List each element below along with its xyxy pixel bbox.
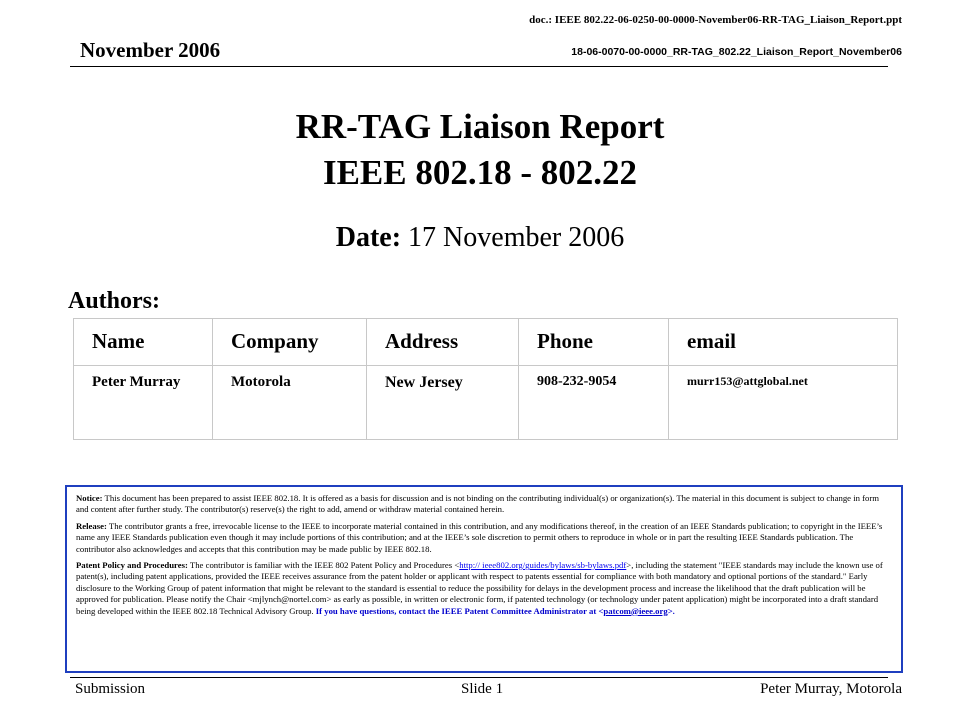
header-date: November 2006: [80, 38, 221, 62]
footer-author: Peter Murray, Motorola: [760, 681, 902, 697]
doc-reference-secondary: 18-06-0070-00-0000_RR-TAG_802.22_Liaison_Report_November06: [571, 46, 902, 58]
column-header-email: email: [669, 319, 898, 366]
cell-name: Peter Murray: [74, 366, 213, 440]
date-value: 17 November 2006: [408, 222, 625, 253]
column-header-name: Name: [74, 319, 213, 366]
doc-reference: doc.: IEEE 802.22-06-0250-00-0000-November06-RR-TAG_Liaison_Report.ppt: [529, 14, 902, 26]
patent-paragraph: [76, 560, 892, 617]
patent-email-open: <: [598, 605, 604, 616]
footer-slide-number: Slide 1: [461, 681, 504, 697]
notice-paragraph: [76, 493, 892, 516]
cell-email: murr153@attglobal.net: [669, 366, 898, 440]
notice-box: [65, 485, 903, 673]
authors-label: Authors:: [68, 288, 161, 314]
column-header-address: Address: [367, 319, 519, 366]
column-header-phone: Phone: [519, 319, 669, 366]
title-line-1: RR-TAG Liaison Report: [295, 107, 665, 146]
patent-email-close: >.: [667, 605, 675, 616]
table-header-row: [74, 319, 898, 366]
release-paragraph: [76, 521, 892, 555]
column-header-company: Company: [213, 319, 367, 366]
footer-divider: [70, 677, 888, 678]
cell-company: Motorola: [213, 366, 367, 440]
release-text: The contributor grants a free, irrevocable license to the IEEE to incorporate material contained in this contribution, and any modifications thereof, in the creation of an IEEE Standards publication; to copyright in the IEEE’s name any IEEE Standards publication even though it may include portions of this contribution; and at the IEEE’s sole discretion to permit others to reproduce in whole or in part the resulting IEEE Standards publication. The contributor also acknowledges and accepts that this contribution may be made public by IEEE 802.18.: [76, 520, 883, 554]
release-label: Release:: [76, 520, 107, 531]
date-label: Date:: [335, 222, 402, 253]
header-divider: [70, 66, 888, 67]
footer-submission: Submission: [75, 681, 146, 697]
notice-label: Notice:: [76, 493, 103, 503]
patent-policy-link[interactable]: http:// ieee802.org/guides/bylaws/sb-bylaws.pdf: [459, 560, 627, 571]
notice-text: This document has been prepared to assist IEEE 802.18. It is offered as a basis for discussion and is not binding on the contributing individual(s) or organization(s). The material in this document is subject to change in form and content after further study. The contributor(s) reserve(s) the right to add, amend or withdraw material contained herein.: [76, 493, 880, 515]
cell-address: New Jersey: [367, 366, 519, 440]
title-line-2: IEEE 802.18 - 802.22: [322, 153, 638, 192]
patent-text-1: The contributor is familiar with the IEEE 802 Patent Policy and Procedures <: [189, 560, 460, 571]
patcom-email-link[interactable]: patcom@ieee.org: [603, 605, 668, 616]
patent-label: Patent Policy and Procedures:: [76, 560, 188, 571]
date-line: [0, 222, 960, 254]
authors-table: [73, 318, 898, 440]
cell-phone: 908-232-9054: [519, 366, 669, 440]
patent-question: If you have questions, contact the IEEE Patent Committee Administrator at: [315, 605, 597, 616]
table-row: [74, 366, 898, 440]
slide-title: [0, 104, 960, 196]
patent-text-2: >, including the statement "IEEE standards may include the known use of patent(s), including patent applications, provided the IEEE receives assurance from the patent holder or applicant with respect to patents essential for compliance with both mandatory and optional portions of the standard." Early disclosure to the Working Group of patent information that might be relevant to the standard is essential to reduce the possibility for delays in the development process and increase the likelihood that the draft publication will be approved for publication. Please notify the Chair <mjlynch@nortel.com> as early as possible, in written or electronic form, if patented technology (or technology under patent application) might be incorporated into a draft standard being developed within the IEEE 802.18 Technical Advisory Group.: [76, 560, 883, 616]
